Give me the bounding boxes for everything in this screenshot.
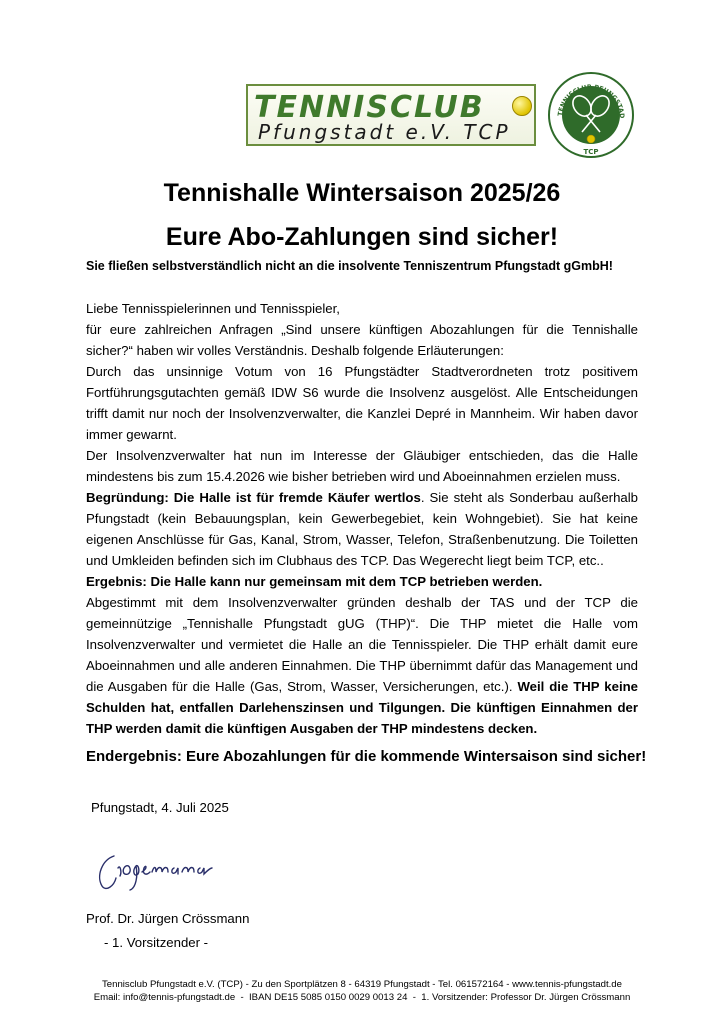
paragraph-6 [86,592,638,739]
footer-line-2: Email: info@tennis-pfungstadt.de - IBAN DE15 5085 0150 0029 0013 24 - 1. Vorsitzender: Professor Dr. Jürgen Crössmann [93,992,631,1003]
final-result: Endergebnis: Eure Abozahlungen für die kommende Wintersaison sind sicher! [86,748,647,765]
paragraph-6-text: Abgestimmt mit dem Insolvenzverwalter gründen deshalb der TAS und der TCP die gemeinnützige „Tennishalle Pfungstadt gUG (THP)“. Die THP mietet die Halle vom Insolvenzverwalter und vermietet die Halle an die Tennisspieler. Die THP erhält damit eure Aboeinnahmen und alle anderen Einnahmen. Die THP übernimmt dafür das Management und die Ausgaben für die Halle (Gas, Strom, Wasser, Versicherungen, etc.). [86,595,638,694]
footer-line-1: Tennisclub Pfungstadt e.V. (TCP) - Zu den Sportplätzen 8 - 64319 Pfungstadt - Tel. 061572164 - www.tennis-pfungstadt.de [102,979,622,990]
paragraph-5-bold: Ergebnis: Die Halle kann nur gemeinsam mit dem TCP betrieben werden. [86,574,543,589]
seal-ring-text: TENNISCLUB PFUNGSTAD [557,83,626,119]
logo-title: TENNISCLUB [254,90,485,125]
signatory-role: - 1. Vorsitzender - [104,935,209,950]
paragraph-4-rest: . Sie steht als Sonderbau außerhalb Pfungstadt (kein Bebauungsplan, kein Gewerbegebiet, kein Wohngebiet). Sie hat keine eigenen Anschlüsse für Gas, Kanal, Strom, Wasser, Telefon, Straßenbenutzung. Die Toiletten und Umkleiden befinden sich im Clubhaus des TCP. Das Wegerecht liegt beim TCP, etc.. [86,490,639,568]
paragraph-4-bold: Begründung: Die Halle ist für fremde Käufer wertlos [86,490,421,505]
title-line-2: Eure Abo-Zahlungen sind sicher! [165,223,559,251]
subtitle: Sie fließen selbstverständlich nicht an die insolvente Tenniszentrum Pfungstadt gGmbH! [86,259,613,273]
seal-bottom-text: TCP [583,148,599,156]
footer [0,978,724,1004]
club-seal-logo [548,68,634,162]
paragraph-3: Der Insolvenzverwalter hat nun im Interesse der Gläubiger entschieden, das die Halle mindestens bis zum 15.4.2026 wie bisher betrieben wird und Aboeinnahmen erzielen muss. [86,448,638,484]
paragraph-5 [86,571,638,592]
place-date: Pfungstadt, 4. Juli 2025 [91,800,229,815]
letter-body [86,298,638,739]
tennis-ball-icon [512,96,532,116]
title-line-1: Tennishalle Wintersaison 2025/26 [163,179,561,207]
paragraph-2: Durch das unsinnige Votum von 16 Pfungstädter Stadtverordneten trotz positivem Fortführungsgutachten gemäß IDW S6 wurde die Insolvenz ausgelöst. Alle Entscheidungen trifft damit nur noch der Insolvenzverwalter, die Kanzlei Depré in Mannheim. Wir haben davor immer gewarnt. [86,364,638,442]
paragraph-4 [86,487,638,571]
salutation: Liebe Tennisspielerinnen und Tennisspieler, [86,301,340,316]
handwritten-signature [92,842,222,894]
club-logo-banner [246,84,536,146]
paragraph-6-bold: Weil die THP keine Schulden hat, entfallen Darlehenszinsen und Tilgungen. Die künftigen Einnahmen der THP werden damit die künftigen Ausgaben der THP mindestens decken. [86,679,639,736]
paragraph-1: für eure zahlreichen Anfragen „Sind unsere künftigen Abozahlungen für die Tennishalle sicher?“ haben wir volles Verständnis. Deshalb folgende Erläuterungen: [86,322,638,358]
signatory-name: Prof. Dr. Jürgen Crössmann [86,911,250,926]
logo-subtitle: Pfungstadt e.V. TCP [258,120,511,144]
